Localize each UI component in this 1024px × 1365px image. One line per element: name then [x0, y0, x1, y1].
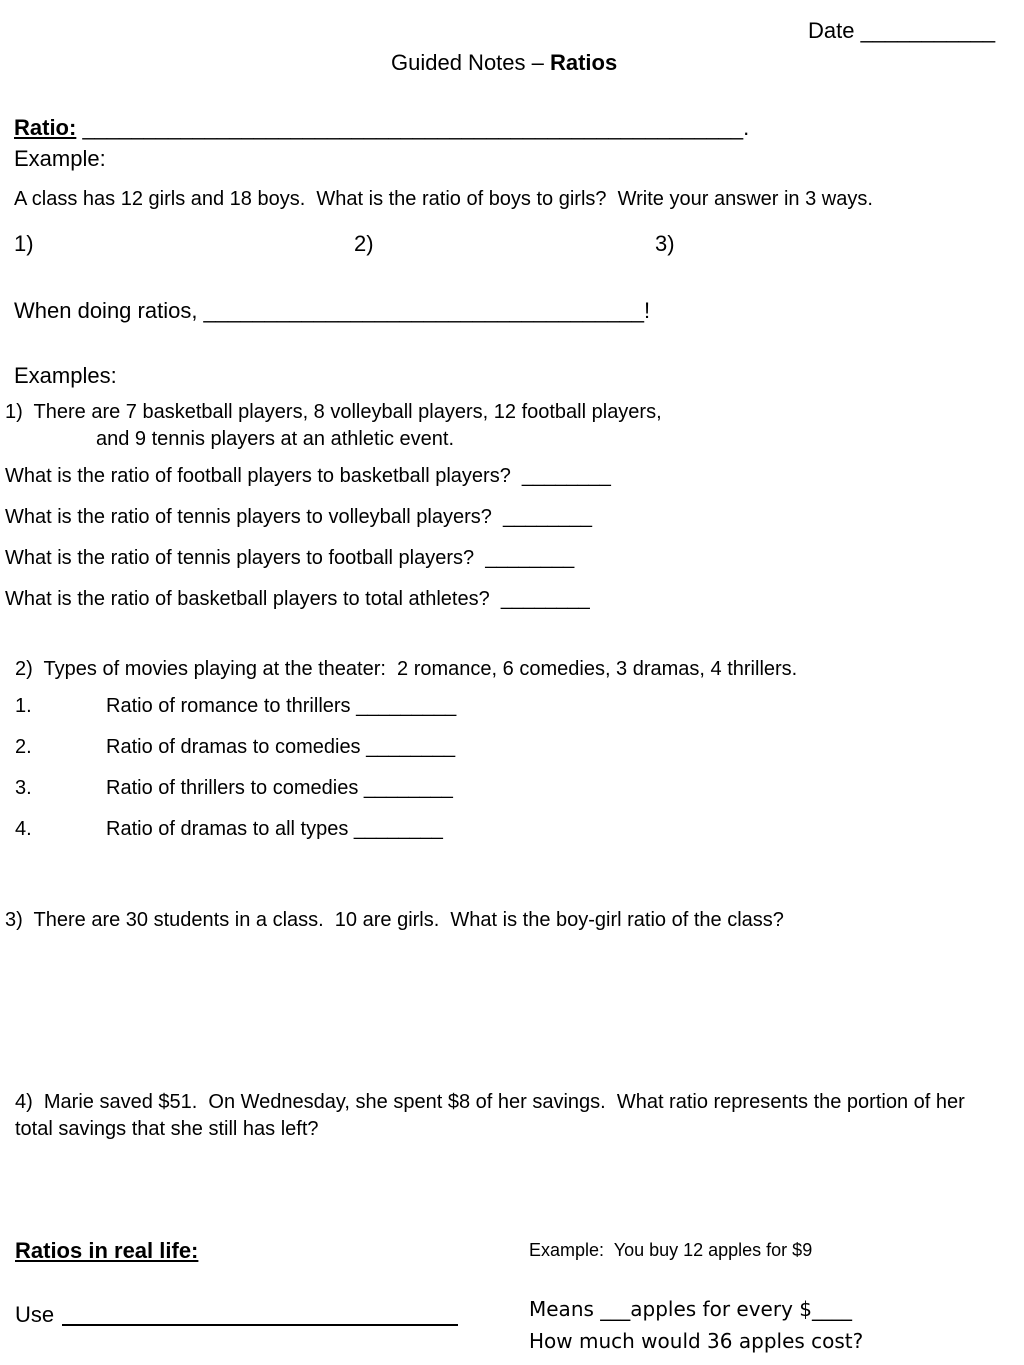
problem-1-question: What is the ratio of tennis players to volleyball players? ________ [5, 506, 593, 528]
problem-2-intro: 2) Types of movies playing at the theater: 2 romance, 6 comedies, 3 dramas, 4 thrillers. [15, 658, 798, 680]
ratio-definition [14, 115, 749, 141]
problem-4-line-2: total savings that she still has left? [15, 1118, 319, 1140]
date-field: Date ___________ [808, 18, 996, 43]
problem-3: 3) There are 30 students in a class. 10 are girls. What is the boy-girl ratio of the class? [5, 909, 784, 931]
problem-2-item-number: 4. [15, 818, 32, 840]
problem-4-line-1: 4) Marie saved $51. On Wednesday, she spent $8 of her savings. What ratio represents the portion of her [15, 1091, 965, 1113]
answer-slot-3: 3) [655, 231, 675, 256]
real-life-example: Example: You buy 12 apples for $9 [529, 1240, 813, 1260]
problem-1-intro: 1) There are 7 basketball players, 8 volleyball players, 12 football players, [5, 401, 662, 423]
ratio-blank: ______________________________________________________. [82, 115, 750, 140]
problem-2-item: Ratio of dramas to all types ________ [106, 818, 443, 840]
problem-2-item: Ratio of dramas to comedies ________ [106, 736, 456, 758]
answer-slot-2: 2) [354, 231, 374, 256]
problem-2-item-number: 1. [15, 695, 32, 717]
problem-2-item-number: 3. [15, 777, 32, 799]
use-label: Use [15, 1302, 55, 1327]
title-prefix: Guided Notes – [391, 50, 550, 75]
problem-1-question: What is the ratio of tennis players to football players? ________ [5, 547, 575, 569]
ratio-label: Ratio: [14, 115, 77, 140]
answer-slot-1: 1) [14, 231, 34, 256]
examples-heading: Examples: [14, 363, 117, 388]
real-life-question: How much would 36 apples cost? [529, 1329, 864, 1353]
real-life-means: Means ___apples for every $____ [529, 1297, 852, 1321]
problem-1-intro-cont: and 9 tennis players at an athletic event. [96, 428, 455, 450]
ratio-rule: When doing ratios, ____________________________________! [14, 298, 651, 323]
page-title [391, 50, 617, 76]
title-topic: Ratios [549, 50, 618, 75]
problem-1-question: What is the ratio of basketball players to total athletes? ________ [5, 588, 590, 610]
problem-2-item: Ratio of romance to thrillers _________ [106, 695, 457, 717]
example-heading: Example: [14, 146, 106, 171]
example-question: A class has 12 girls and 18 boys. What is the ratio of boys to girls? Write your answer in 3 ways. [14, 188, 873, 210]
problem-2-item-number: 2. [15, 736, 32, 758]
real-life-heading: Ratios in real life: [15, 1238, 199, 1263]
problem-1-question: What is the ratio of football players to basketball players? ________ [5, 465, 611, 487]
use-blank-line [62, 1324, 458, 1326]
problem-2-item: Ratio of thrillers to comedies ________ [106, 777, 453, 799]
